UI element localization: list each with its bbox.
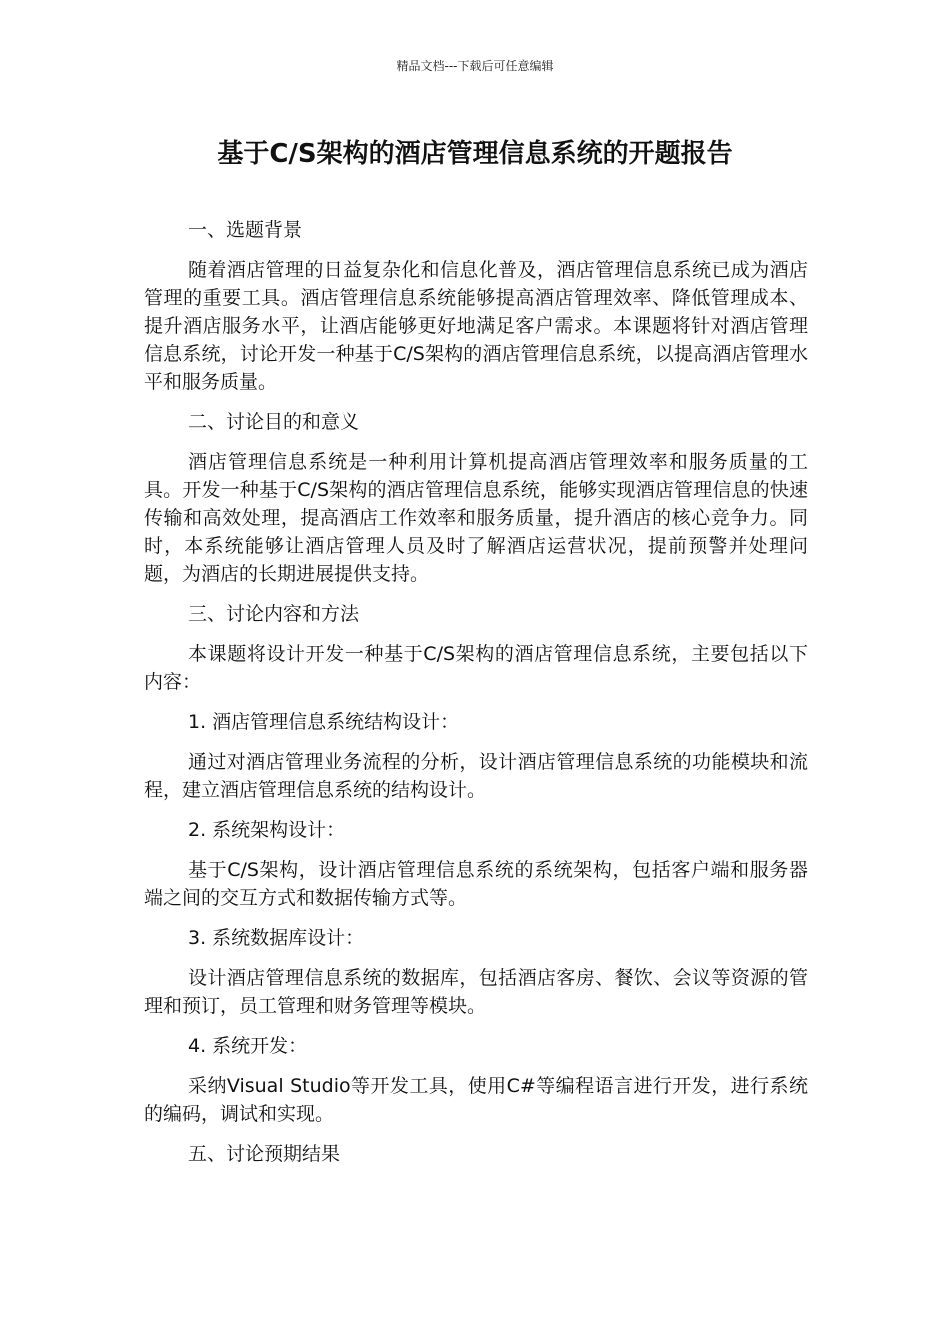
paragraph-structure-design: 通过对酒店管理业务流程的分析，设计酒店管理信息系统的功能模块和流程，建立酒店管理信息系统的结构设计。 <box>144 751 808 801</box>
paragraph-architecture-design: 基于C/S架构，设计酒店管理信息系统的系统架构，包括客户端和服务器端之间的交互方式和数据传输方式等。 <box>144 859 808 909</box>
paragraph-purpose: 酒店管理信息系统是一种利用计算机提高酒店管理效率和服务质量的工具。开发一种基于C/S架构的酒店管理信息系统，能够实现酒店管理信息的快速传输和高效处理，提高酒店工作效率和服务质量，提升酒店的核心竞争力。同时，本系统能够让酒店管理人员及时了解酒店运营状况，提前预警并处理问题，为酒店的长期进展提供支持。 <box>144 451 808 585</box>
section-heading-content-methods: 三、讨论内容和方法 <box>188 603 360 625</box>
section-heading-background: 一、选题背景 <box>188 219 303 241</box>
subheading-structure-design: 1. 酒店管理信息系统结构设计： <box>188 711 460 733</box>
section-heading-expected-results: 五、讨论预期结果 <box>188 1143 341 1165</box>
paragraph-database-design: 设计酒店管理信息系统的数据库，包括酒店客房、餐饮、会议等资源的管理和预订，员工管理和财务管理等模块。 <box>144 967 808 1017</box>
subheading-architecture-design: 2. 系统架构设计： <box>188 819 346 841</box>
paragraph-background: 随着酒店管理的日益复杂化和信息化普及，酒店管理信息系统已成为酒店管理的重要工具。酒店管理信息系统能够提高酒店管理效率、降低管理成本、提升酒店服务水平，让酒店能够更好地满足客户需求。本课题将针对酒店管理信息系统，讨论开发一种基于C/S架构的酒店管理信息系统，以提高酒店管理水平和服务质量。 <box>144 259 808 393</box>
paragraph-system-development: 采纳Visual Studio等开发工具，使用C#等编程语言进行开发，进行系统的编码，调试和实现。 <box>144 1075 808 1125</box>
page-header: 精品文档---下载后可任意编辑 <box>396 59 554 73</box>
section-heading-purpose: 二、讨论目的和意义 <box>188 411 360 433</box>
subheading-database-design: 3. 系统数据库设计： <box>188 927 365 949</box>
document-body <box>144 216 808 1180</box>
subheading-system-development: 4. 系统开发： <box>188 1035 308 1057</box>
document-title: 基于C/S架构的酒店管理信息系统的开题报告 <box>217 139 733 169</box>
paragraph-content-intro: 本课题将设计开发一种基于C/S架构的酒店管理信息系统，主要包括以下内容： <box>144 643 808 693</box>
